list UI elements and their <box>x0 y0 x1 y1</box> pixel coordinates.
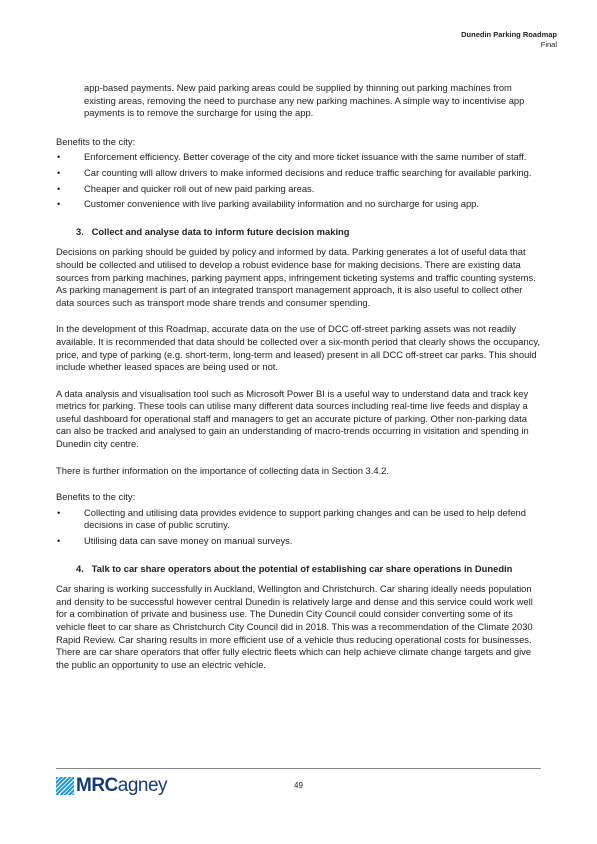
benefits-list-2 <box>56 507 540 548</box>
section-3-paragraph: A data analysis and visualisation tool such as Microsoft Power BI is a useful way to understand data and track key metrics for parking. These tools can utilise many different data sources including real-time live feeds and display a useful dashboard for operational staff and managers to get an accurate picture of parking. Other non-parking data can also be tracked and analysed to gain an understanding of macro-trends occurring in visitation and spending in Dunedin city centre. <box>56 387 529 450</box>
list-item: • Utilising data can save money on manual surveys. <box>57 535 293 547</box>
intro-paragraph: app-based payments. New paid parking areas could be supplied by thinning out parking machines from existing areas, removing the need to purchase any new parking machines. A simple way to incentivise app payments is to remove the surcharge for using the app. <box>84 82 525 119</box>
list-item: • Customer convenience with live parking availability information and no surcharge for using app. <box>57 198 480 210</box>
document-status: Final <box>540 40 557 49</box>
logo-text: MRCagney <box>76 775 168 796</box>
list-item: • Enforcement efficiency. Better coverage of the city and more ticket issuance with the same number of staff. <box>57 151 527 163</box>
list-item: • Car counting will allow drivers to make informed decisions and reduce traffic searching for available parking. <box>57 166 532 178</box>
bullet: • <box>57 535 61 547</box>
list-item: • Cheaper and quicker roll out of new paid parking areas. <box>57 182 315 194</box>
bullet: • <box>57 198 61 210</box>
benefits-label: Benefits to the city: <box>56 491 136 503</box>
page-body <box>56 82 540 671</box>
benefits-list-1 <box>56 151 540 210</box>
page-number: 49 <box>294 781 303 790</box>
section-3-heading: 3. Collect and analyse data to inform future decision making <box>76 225 350 237</box>
bullet: • <box>57 151 61 163</box>
page-header <box>461 30 557 50</box>
document-title: Dunedin Parking Roadmap <box>461 30 557 39</box>
bullet: • <box>57 182 61 194</box>
section-3-paragraph: There is further information on the importance of collecting data in Section 3.4.2. <box>56 464 389 476</box>
section-4-heading: 4. Talk to car share operators about the potential of establishing car share operations in Dunedin <box>76 562 513 574</box>
bullet: • <box>57 506 61 518</box>
section-4-paragraph: Car sharing is working successfully in Auckland, Wellington and Christchurch. Car sharing ideally needs population and density to be successful however central Dunedin is relatively large and dense and this service could work well for a combination of private and business use. The Dunedin City Council could consider converting some of its vehicle fleet to car share as Christchurch City Council did in 2018. This was a recommendation of the Climate 2030 Rapid Review. Car sharing results in more efficient use of a vehicle thus reducing operational costs for businesses. There are car share operators that offer fully electric fleets which can help achieve climate change targets and give the public an opportunity to use an electric vehicle. <box>56 583 533 670</box>
section-3-paragraph: Decisions on parking should be guided by policy and informed by data. Parking generates a lot of useful data that should be collected and utilised to develop a robust evidence base for making decisions. There are existing data sources from parking machines, parking payment apps, infringement ticketing systems and traffic counting systems. As parking management is part of an integrated transport management approach, it is also useful to collect other data sources such as transport mode share trends and consumer spending. <box>56 246 536 308</box>
bullet: • <box>57 166 61 178</box>
section-3-paragraph: In the development of this Roadmap, accurate data on the use of DCC off-street parking assets was not readily available. It is recommended that data should be collected over a six-month period that clearly shows the occupancy, price, and type of parking (e.g. short-term, long-term and leased) present in all DCC off-street car parks. This should include whether leased spaces are being used or not. <box>56 323 540 373</box>
footer-divider <box>56 768 541 769</box>
benefits-label: Benefits to the city: <box>56 135 136 147</box>
list-item: • Collecting and utilising data provides evidence to support parking changes and can be used to help defend decisions in case of public scrutiny. <box>57 506 526 531</box>
